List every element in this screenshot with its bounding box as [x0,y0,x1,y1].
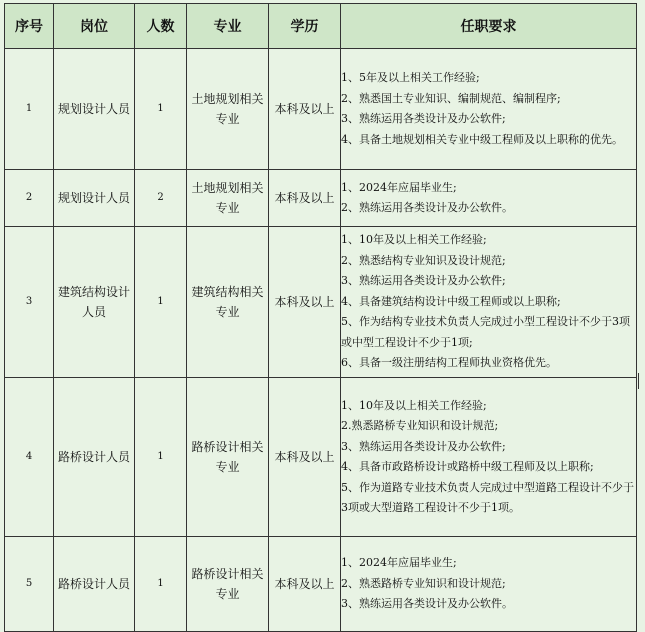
requirement-line: 1、2024年应届毕业生; [341,556,457,570]
cell-requirements [341,378,637,537]
cell-seq: 4 [5,378,54,537]
cell-requirements [341,170,637,227]
cell-major: 建筑结构相关专业 [187,227,269,378]
requirement-line: 2、熟悉国土专业知识、编制规范、编制程序; [341,91,561,105]
cell-education: 本科及以上 [269,170,341,227]
cell-requirements [341,49,637,170]
header-education: 学历 [269,4,341,49]
requirement-line: 5、作为道路专业技术负责人完成过中型道路工程设计不少于3项或大型道路工程设计不少于1项。 [341,480,634,514]
requirement-line: 4、具备建筑结构设计中级工程师或以上职称; [341,294,561,308]
cell-count: 1 [135,537,187,632]
cell-seq: 2 [5,170,54,227]
cell-position: 路桥设计人员 [54,378,135,537]
cell-seq: 5 [5,537,54,632]
cell-seq: 1 [5,49,54,170]
cell-seq: 3 [5,227,54,378]
requirement-line: 3、熟练运用各类设计及办公软件; [341,112,506,125]
requirement-line: 3、熟练运用各类设计及办公软件。 [341,597,513,611]
table-row [5,378,637,537]
cell-position: 路桥设计人员 [54,537,135,632]
table-row [5,537,637,632]
cell-requirements [341,227,637,378]
requirement-line: 3、熟练运用各类设计及办公软件; [341,274,506,288]
cell-education: 本科及以上 [269,537,341,632]
header-requirements: 任职要求 [341,4,637,49]
header-seq: 序号 [5,4,54,49]
header-row [5,4,637,49]
job-requirements-table [4,3,637,632]
requirement-line: 4、具备市政路桥设计或路桥中级工程师及以上职称; [341,460,594,473]
cell-education: 本科及以上 [269,49,341,170]
cell-education: 本科及以上 [269,227,341,378]
cell-requirements [341,537,637,632]
requirement-line: 1、10年及以上相关工作经验; [341,398,487,412]
cell-position: 建筑结构设计人员 [54,227,135,378]
requirement-line: 1、10年及以上相关工作经验; [341,233,487,247]
header-major: 专业 [187,4,269,49]
requirement-line: 6、具备一级注册结构工程师执业资格优先。 [341,356,557,370]
cell-major: 土地规划相关专业 [187,170,269,227]
table-body [5,49,637,632]
header-count: 人数 [135,4,187,49]
cell-count: 1 [135,227,187,378]
requirement-line: 4、具备土地规划相关专业中级工程师及以上职称的优先。 [341,132,623,146]
cell-position: 规划设计人员 [54,49,135,170]
cell-count: 1 [135,378,187,537]
table-row [5,170,637,227]
cell-count: 2 [135,170,187,227]
requirement-line: 2、熟悉路桥专业知识和设计规范; [341,576,506,590]
table-header [5,4,637,49]
requirement-line: 5、作为结构专业技术负责人完成过小型工程设计不少于3项或中型工程设计不少于1项; [341,315,630,349]
requirement-line: 3、熟练运用各类设计及办公软件; [341,439,506,453]
requirement-line: 1、5年及以上相关工作经验; [341,71,480,84]
cell-major: 路桥设计相关专业 [187,537,269,632]
cell-count: 1 [135,49,187,170]
cell-position: 规划设计人员 [54,170,135,227]
table-row [5,49,637,170]
header-position: 岗位 [54,4,135,49]
cell-education: 本科及以上 [269,378,341,537]
requirement-line: 2.熟悉路桥专业知识和设计规范; [341,419,499,432]
requirement-line: 2、熟练运用各类设计及办公软件。 [341,201,513,214]
text-cursor-mark [638,373,639,389]
requirement-line: 2、熟悉结构专业知识及设计规范; [341,253,506,267]
cell-major: 土地规划相关专业 [187,49,269,170]
cell-major: 路桥设计相关专业 [187,378,269,537]
table-row [5,227,637,378]
requirement-line: 1、2024年应届毕业生; [341,180,457,194]
